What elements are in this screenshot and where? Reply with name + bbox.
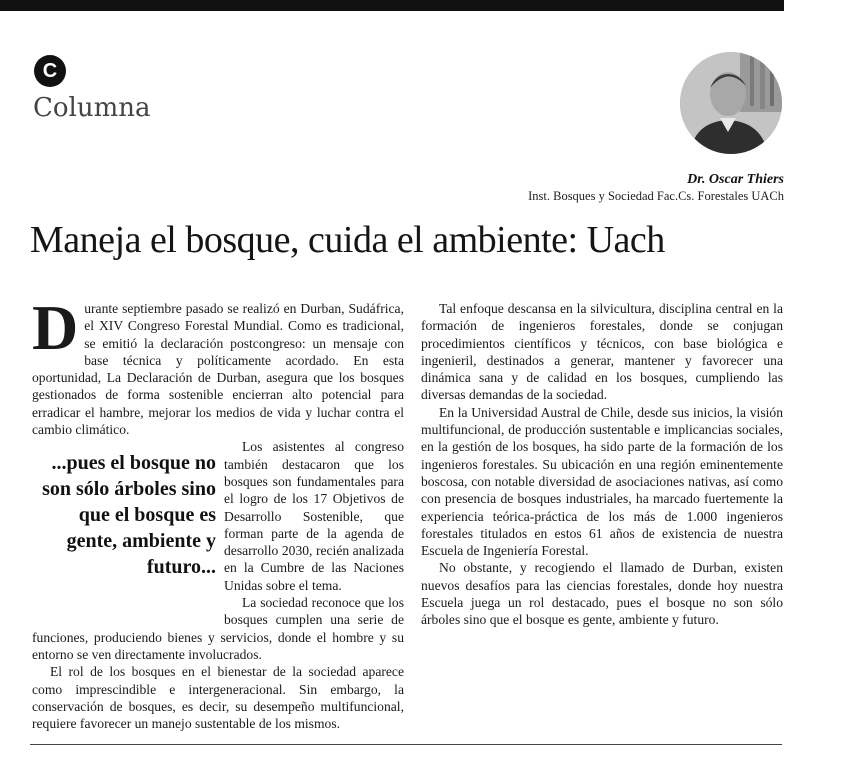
bottom-rule — [30, 744, 782, 745]
section-label: Columna — [33, 93, 151, 123]
author-photo — [680, 52, 782, 154]
headline: Maneja el bosque, cuida el ambiente: Uach — [30, 219, 665, 261]
author-name: Dr. Oscar Thiers — [687, 172, 784, 187]
article-paragraph: Durante septiembre pasado se realizó en Durban, Sudáfrica, el XIV Congreso Forestal Mundial. Como es tradicional, se emitió la declaración postcongreso: un mensaje con base técnica y políticamente acordado. En esta oportunidad, La Declaración de Durban, asegura que los bosques gestionados de forma sostenible encierran alto potencial para erradicar el hambre, mejorar los medios de vida y luchar contra el cambio climático. — [32, 292, 404, 438]
top-rule — [0, 0, 784, 11]
article-paragraph: La sociedad reconoce que los bosques cumplen una serie de funciones, produciendo bienes y servicios, donde el hombre y su entorno se ven directamente involucrados. — [32, 595, 404, 662]
article-paragraph: En la Universidad Austral de Chile, desde sus inicios, la visión multifuncional, de producción sustentable e implicancias sociales, en la gestión de los bosques, ha sido parte de la formación de los ingenieros forestales. Su ubicación en una región eminentemente boscosa, con notable diversidad de asociaciones nativas, así como con presencia de bosques industriales, ha marcado fuertemente la experiencia teórica-práctica de los más de 1.000 ingenieros forestales titulados en estos 61 años de existencia de nuestra Escuela de Ingeniería Forestal. — [421, 404, 783, 559]
article-paragraph: No obstante, y recogiendo el llamado de Durban, existen nuevos desafíos para las ciencias forestales, donde hoy nuestra Escuela juega un rol destacado, pues el bosque no son sólo árboles sino que el bosque es gente, ambiente y futuro. — [421, 560, 783, 628]
drop-cap: D — [32, 292, 79, 363]
article-paragraph: El rol de los bosques en el bienestar de la sociedad aparece como imprescindible e intergeneracional. Sin embargo, la conservación de bosques, es decir, su desempeño multifuncional, requiere favorecer un manejo sustentable de los mismos. — [32, 664, 404, 732]
pull-quote: ...pues el bosque no son sólo árboles sino que el bosque es gente, ambiente y futuro... — [42, 452, 216, 578]
author-portrait-image — [680, 52, 782, 154]
article-column-2 — [421, 300, 783, 629]
column-badge: C — [34, 55, 66, 87]
article-paragraph: Los asistentes al congreso también destacaron que los bosques son fundamentales para el logro de los 17 Objetivos de Desarrollo Sostenible, que forman parte de la agenda de desarrollo 2030, recién analizada en la Cumbre de las Naciones Unidas sobre el tema. — [224, 439, 404, 593]
author-affiliation: Inst. Bosques y Sociedad Fac.Cs. Forestales UACh — [528, 189, 784, 203]
article-paragraph: Tal enfoque descansa en la silvicultura, disciplina central en la formación de ingenieros forestales, donde se conjugan procedimientos científicos y técnicos, con base biológica e ingenieril, destinados a generar, mantener y favorecer una dinámica sana y de calidad en los bosques, cumpliendo las diversas demandas de la sociedad. — [421, 301, 783, 403]
author-byline — [528, 172, 784, 204]
